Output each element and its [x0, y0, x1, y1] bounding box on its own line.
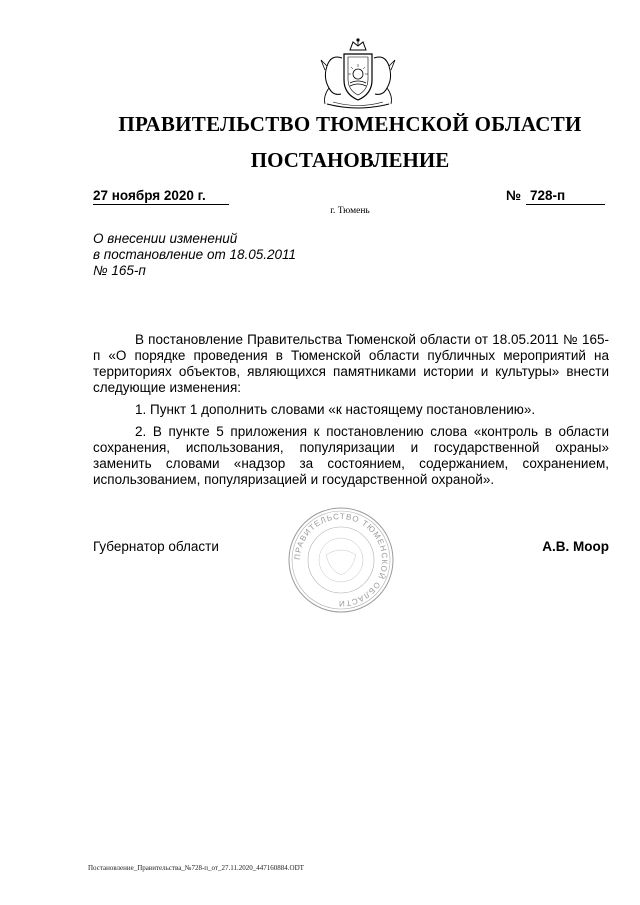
- document-body: [93, 332, 609, 494]
- body-paragraph: 2. В пункте 5 приложения к постановлению слова «контроль в области сохранения, использования, популяризации и государственной охраны» заменить словами «надзор за состоянием, содержанием, сохранением, использованием, популяризацией и государственной охраной».: [93, 424, 609, 487]
- subject-line: № 165-п: [93, 263, 146, 278]
- organization-title: ПРАВИТЕЛЬСТВО ТЮМЕНСКОЙ ОБЛАСТИ: [118, 112, 582, 136]
- document-type-title: ПОСТАНОВЛЕНИЕ: [250, 148, 450, 172]
- signer-position: Губернатор области: [93, 539, 219, 554]
- body-paragraph: В постановление Правительства Тюменской области от 18.05.2011 № 165-п «О порядке проведения в Тюменской области публичных мероприятий на территориях объектов, являющихся памятниками истории и культуры» внести следующие изменения:: [93, 332, 609, 395]
- svg-text:ПРАВИТЕЛЬСТВО ТЮМЕНСКОЙ ОБЛАСТ: ПРАВИТЕЛЬСТВО ТЮМЕНСКОЙ ОБЛАСТИ: [292, 511, 390, 609]
- document-subject: [93, 231, 296, 279]
- footer-filename: Постановление_Правительства_№728-п_от_27.11.2020_447160884.ODT: [88, 864, 304, 872]
- subject-line: О внесении изменений: [93, 231, 238, 246]
- document-number-label: №: [506, 188, 522, 203]
- coat-of-arms-emblem: [313, 36, 403, 114]
- body-paragraph: 1. Пункт 1 дополнить словами «к настоящему постановлению».: [135, 402, 536, 417]
- city-label: г. Тюмень: [330, 206, 370, 216]
- subject-line: в постановление от 18.05.2011: [93, 247, 297, 262]
- official-seal: [286, 505, 396, 615]
- document-date: 27 ноября 2020 г.: [93, 188, 229, 205]
- signer-name: А.В. Моор: [542, 539, 609, 554]
- document-number: 728-п: [526, 188, 605, 205]
